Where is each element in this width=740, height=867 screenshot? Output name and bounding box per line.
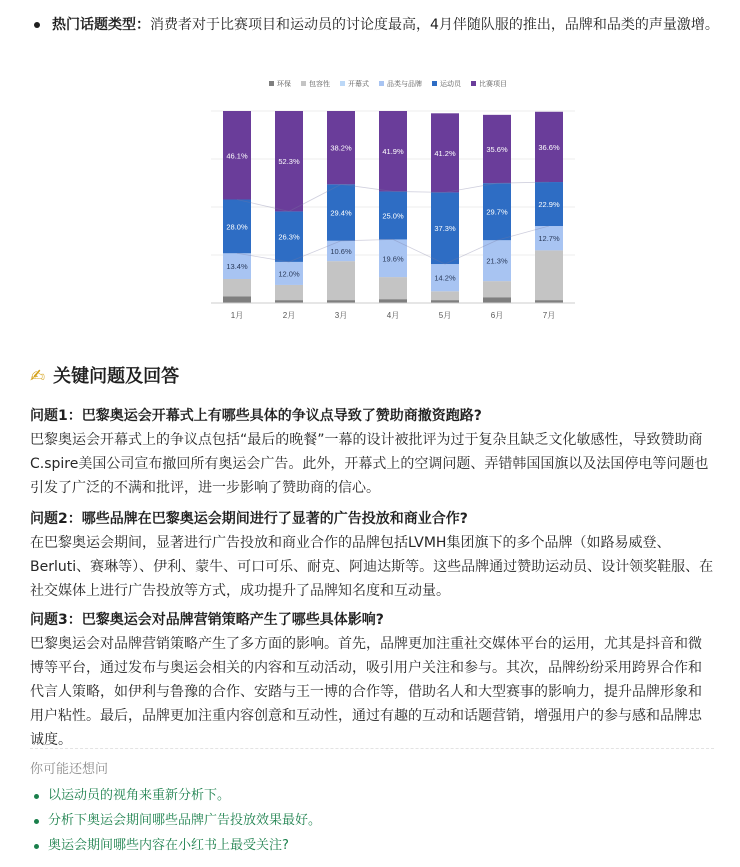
- qa-item-2: [30, 507, 714, 603]
- data-label: 29.7%: [486, 207, 508, 217]
- question-3: 问题3：巴黎奥运会对品牌营销策略产生了哪些具体影响?: [30, 612, 384, 628]
- bar-segment: [483, 281, 511, 297]
- data-label: 29.4%: [330, 208, 352, 218]
- data-label: 13.4%: [226, 262, 248, 272]
- bar-segment: [275, 285, 303, 300]
- legend-label-3: 品类与品牌: [387, 81, 422, 88]
- suggestion-item-2[interactable]: [34, 811, 694, 831]
- data-label: 25.0%: [382, 211, 404, 221]
- qa-item-3: [30, 608, 714, 752]
- question-1: 问题1：巴黎奥运会开幕式上有哪些具体的争议点导致了赞助商撤资跑路?: [30, 408, 482, 424]
- writing-hand-icon: ✍: [30, 366, 46, 387]
- legend-swatch-0: [269, 81, 274, 86]
- suggestion-dot: [34, 794, 39, 799]
- bar-segment: [223, 296, 251, 303]
- bar-segment: [379, 277, 407, 299]
- section-separator: [0, 334, 740, 348]
- chart-svg: [207, 73, 579, 325]
- answer-3: 巴黎奥运会对品牌营销策略产生了多方面的影响。首先，品牌更加注重社交媒体平台的运用，尤其是抖音和微博等平台，通过发布与奥运会相关的内容和互动活动，吸引用户关注和参与。其次，品牌纷纷采用跨界合作和代言人策略，如伊利与鲁豫的合作、安踏与王一博的合作等，借助名人和大型赛事的影响力，提升品牌形象和用户粘性。最后，品牌更加注重内容创意和互动性，通过有趣的互动和话题营销，增强用户的参与感和品牌忠诚度。: [30, 636, 702, 748]
- legend-label-0: 环保: [277, 81, 291, 88]
- data-label: 21.3%: [486, 256, 508, 266]
- data-label: 12.0%: [278, 269, 300, 279]
- suggestion-item-1[interactable]: [34, 786, 694, 806]
- x-tick-label: 5月: [438, 311, 452, 320]
- x-tick-label: 7月: [542, 311, 556, 320]
- bullet-label: 热门话题类型: [52, 17, 136, 33]
- bar-segment: [223, 279, 251, 296]
- bar-segment: [535, 250, 563, 300]
- suggestion-dot: [34, 844, 39, 849]
- data-label: 26.3%: [278, 232, 300, 242]
- x-tick-label: 4月: [386, 311, 400, 320]
- data-label: 41.9%: [382, 147, 404, 157]
- data-label: 46.1%: [226, 151, 248, 161]
- x-tick-label: 1月: [230, 311, 244, 320]
- suggestion-text: 分析下奥运会期间哪些品牌广告投放效果最好。: [48, 813, 322, 828]
- legend-swatch-5: [471, 81, 476, 86]
- x-tick-label: 6月: [490, 311, 504, 320]
- data-label: 37.3%: [434, 224, 456, 234]
- data-label: 36.6%: [538, 142, 560, 152]
- legend-label-4: 运动员: [440, 81, 461, 88]
- legend-label-1: 包容性: [309, 81, 330, 88]
- data-label: 41.2%: [434, 148, 456, 158]
- data-label: 52.3%: [278, 157, 300, 167]
- data-label: 38.2%: [330, 143, 352, 153]
- bullet-colon: ：: [136, 17, 150, 33]
- legend-swatch-2: [340, 81, 345, 86]
- bar-segment: [379, 299, 407, 303]
- answer-1: 巴黎奥运会开幕式上的争议点包括“最后的晚餐”一幕的设计被批评为过于复杂且缺乏文化敏感性，导致赞助商C.spire美国公司宣布撤回所有奥运会广告。此外，开幕式上的空调问题、弄错韩国国旗以及法国停电等问题也引发了广泛的不满和批评，进一步影响了赞助商的信心。: [30, 432, 709, 496]
- legend-swatch-4: [432, 81, 437, 86]
- section-title-text: 关键问题及回答: [53, 366, 180, 387]
- data-label: 14.2%: [434, 273, 456, 283]
- bullet-hot-topic-types: [34, 14, 724, 36]
- section-title: [30, 364, 179, 390]
- legend-label-5: 比赛项目: [479, 81, 507, 88]
- data-label: 28.0%: [226, 222, 248, 232]
- question-2: 问题2：哪些品牌在巴黎奥运会期间进行了显著的广告投放和商业合作?: [30, 511, 468, 527]
- data-label: 10.6%: [330, 246, 352, 256]
- bullet-dot: [34, 22, 40, 28]
- stacked-bar-chart: [207, 73, 579, 325]
- bar-segment: [327, 261, 355, 300]
- data-label: 35.6%: [486, 145, 508, 155]
- suggestion-text: 以运动员的视角来重新分析下。: [48, 788, 231, 803]
- suggestions-title: 你可能还想问: [30, 762, 109, 777]
- bullet-text: 消费者对于比赛项目和运动员的讨论度最高，4月伴随队服的推出，品牌和品类的声量激增。: [150, 17, 719, 33]
- legend-swatch-1: [301, 81, 306, 86]
- legend-swatch-3: [379, 81, 384, 86]
- data-label: 12.7%: [538, 234, 560, 244]
- suggestion-item-3[interactable]: [34, 836, 694, 856]
- qa-item-1: [30, 404, 714, 500]
- x-tick-label: 3月: [334, 311, 348, 320]
- x-tick-label: 2月: [282, 311, 296, 320]
- bar-segment: [483, 297, 511, 303]
- legend-label-2: 开幕式: [348, 81, 369, 88]
- bar-segment: [431, 291, 459, 300]
- answer-2: 在巴黎奥运会期间，显著进行广告投放和商业合作的品牌包括LVMH集团旗下的多个品牌（如路易威登、Berluti、赛琳等）、伊利、蒙牛、可口可乐、耐克、阿迪达斯等。这些品牌通过赞助运动员、设计领奖鞋服、在社交媒体上进行广告投放等方式，成功提升了品牌知名度和互动量。: [30, 535, 714, 599]
- data-label: 22.9%: [538, 200, 560, 210]
- suggestion-text: 奥运会期间哪些内容在小红书上最受关注?: [48, 838, 289, 853]
- suggestions-divider: [30, 748, 714, 749]
- suggestion-dot: [34, 819, 39, 824]
- data-label: 19.6%: [382, 254, 404, 264]
